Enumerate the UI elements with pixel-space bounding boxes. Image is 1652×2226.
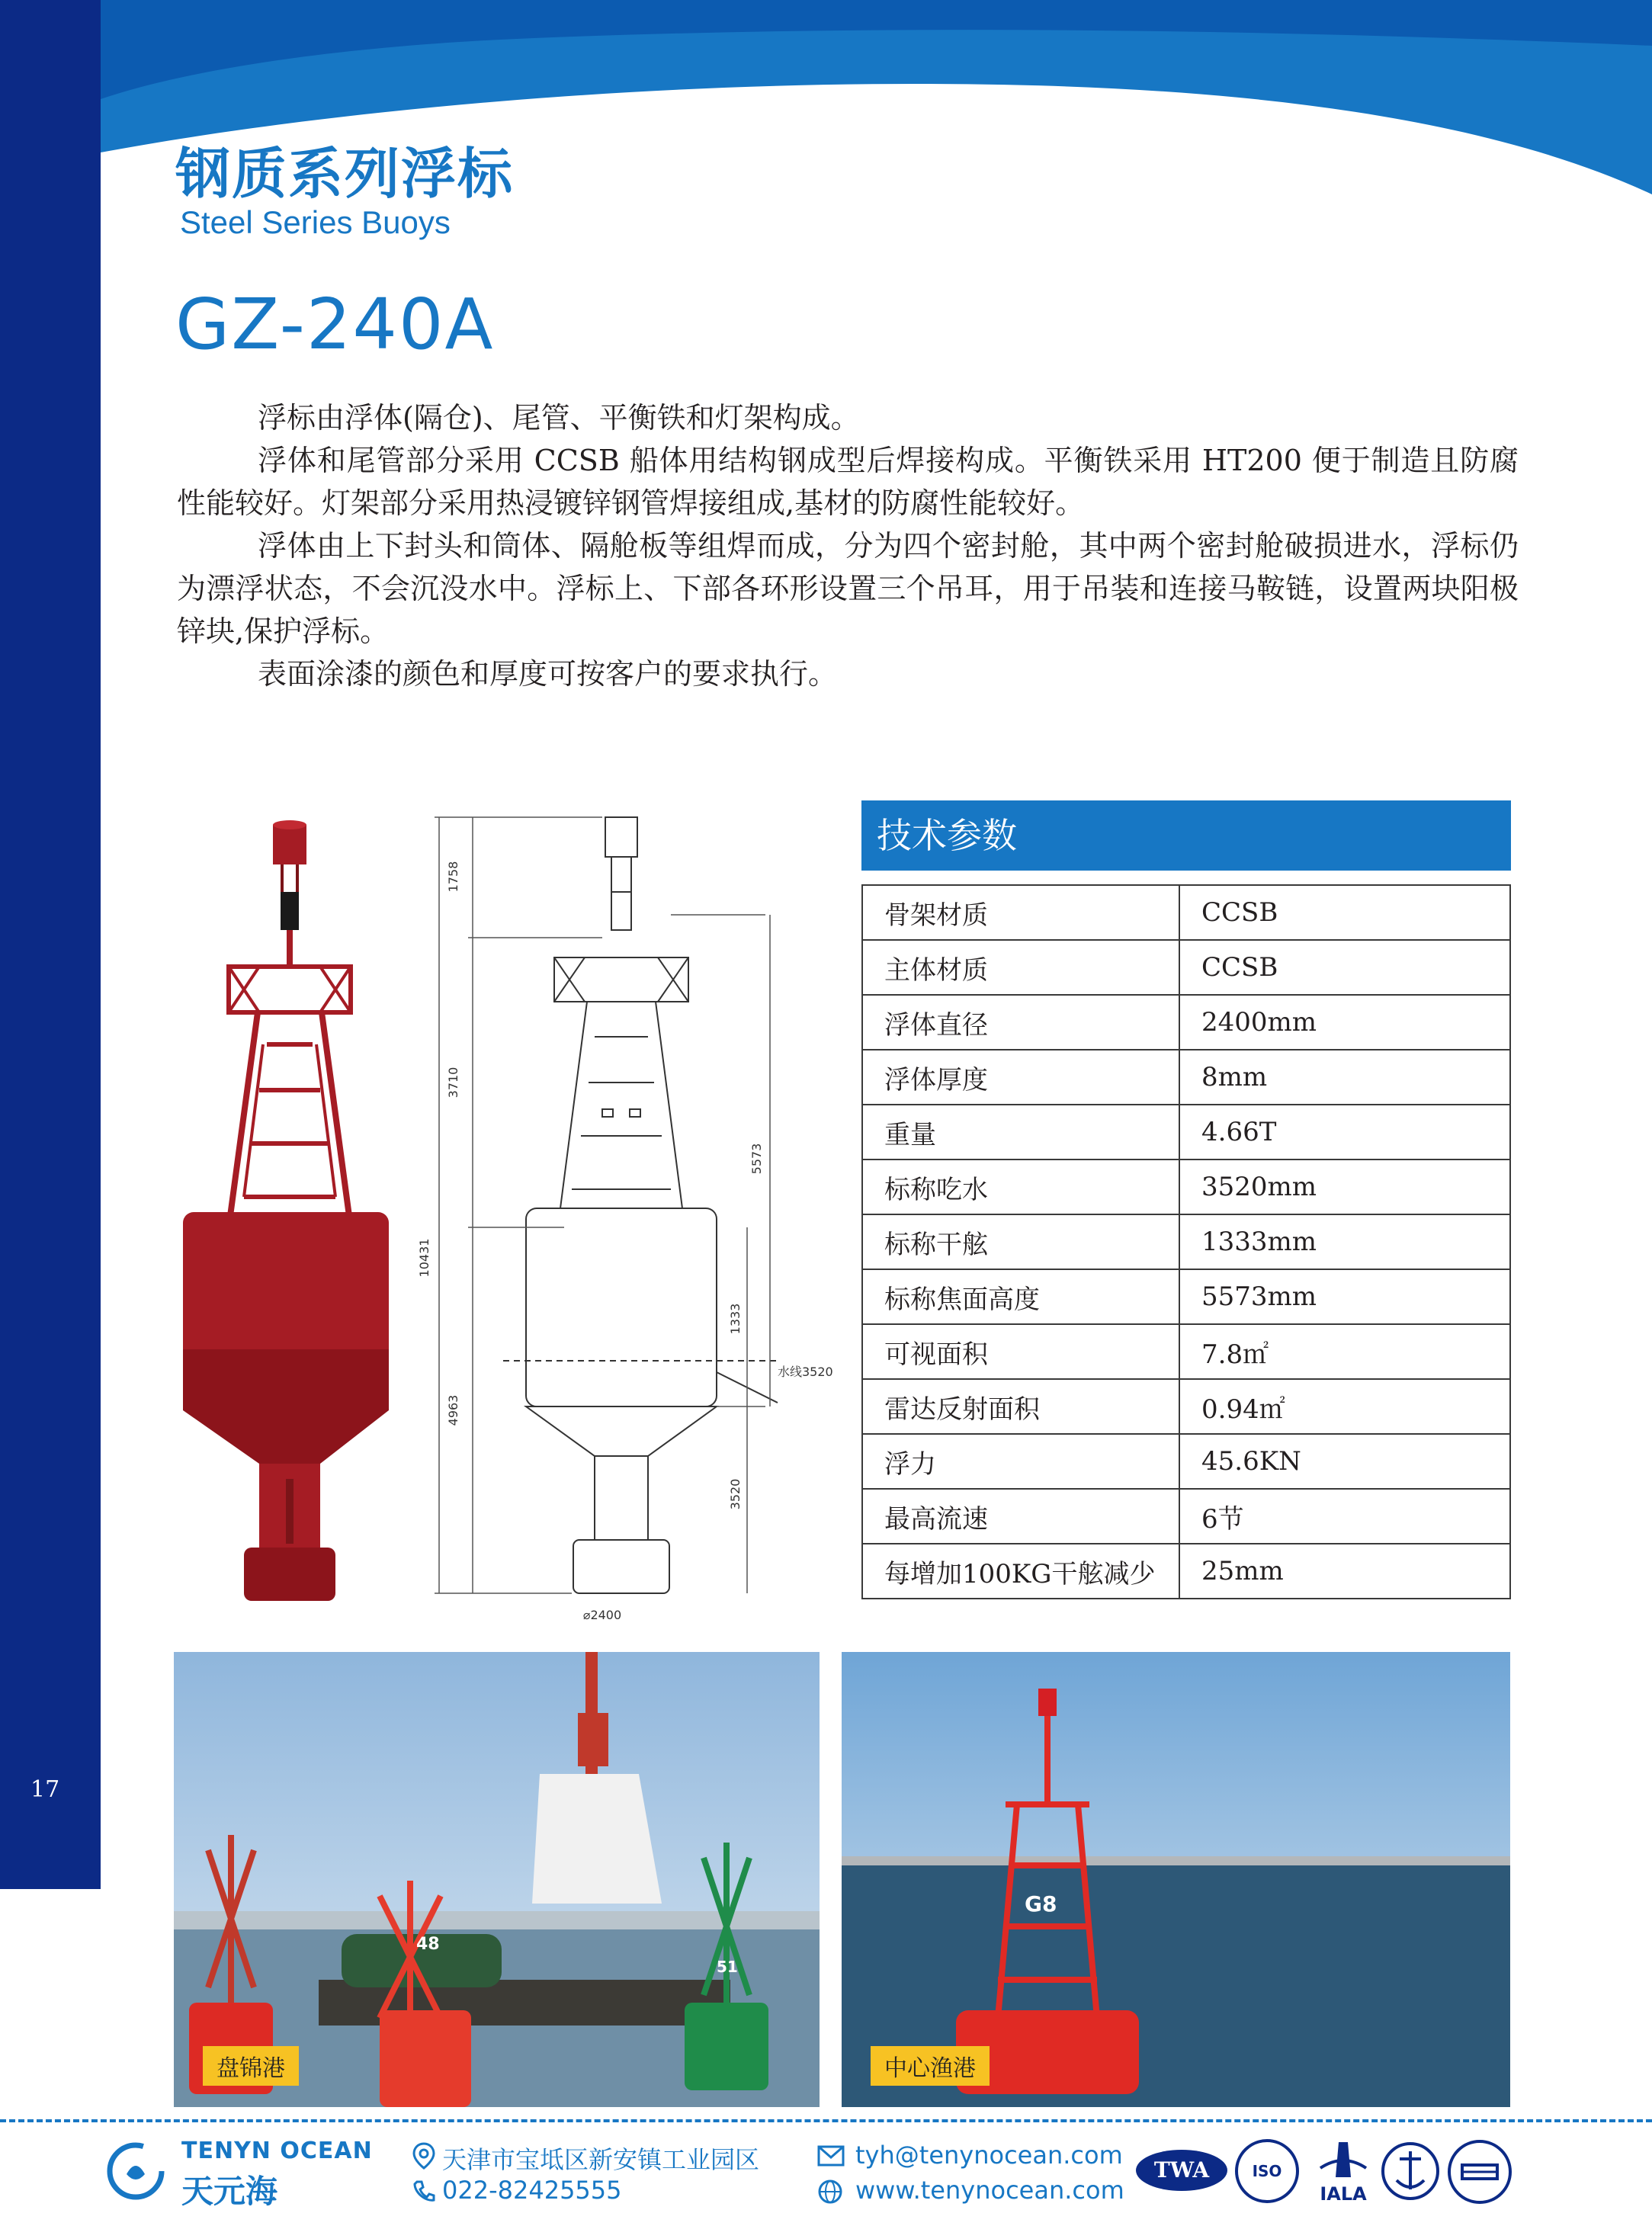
table-row xyxy=(862,1324,1510,1379)
iso-certification-badge: ISO xyxy=(1235,2139,1299,2203)
spec-value: 7.8㎡ xyxy=(1179,1324,1510,1379)
dimension-label: 3520 xyxy=(728,1478,743,1510)
brand-name-zh: 天元海 xyxy=(181,2173,278,2210)
spec-label: 可视面积 xyxy=(862,1324,1179,1379)
brand-logo-icon xyxy=(105,2141,166,2202)
company-email[interactable]: tyh@tenynocean.com xyxy=(855,2141,1123,2170)
classification-society-icon xyxy=(1445,2138,1514,2206)
spec-label: 浮体直径 xyxy=(862,995,1179,1050)
description-paragraph: 表面涂漆的颜色和厚度可按客户的要求执行。 xyxy=(258,657,838,691)
company-address: 天津市宝坻区新安镇工业园区 xyxy=(442,2145,760,2174)
table-row xyxy=(862,1544,1510,1599)
globe-icon xyxy=(817,2179,843,2205)
spec-label: 主体材质 xyxy=(862,940,1179,995)
table-row xyxy=(862,1160,1510,1214)
phone-icon xyxy=(412,2179,436,2203)
spec-label: 重量 xyxy=(862,1105,1179,1160)
dimension-label: 1333 xyxy=(728,1303,743,1335)
spec-value: 3520mm xyxy=(1179,1160,1510,1214)
buoy-number-label: 48 xyxy=(416,1935,440,1954)
iala-logo xyxy=(1313,2138,1374,2206)
iala-label: IALA xyxy=(1320,2183,1367,2205)
spec-value: 1333mm xyxy=(1179,1214,1510,1269)
product-model-title: GZ-240A xyxy=(175,284,495,365)
spec-label: 雷达反射面积 xyxy=(862,1379,1179,1434)
spec-value: 45.6KN xyxy=(1179,1434,1510,1489)
spec-label: 标称吃水 xyxy=(862,1160,1179,1214)
left-sidebar-bar xyxy=(0,0,101,1889)
company-website[interactable]: www.tenynocean.com xyxy=(855,2176,1124,2205)
spec-value: CCSB xyxy=(1179,940,1510,995)
table-row xyxy=(862,1105,1510,1160)
spec-value: 8mm xyxy=(1179,1050,1510,1105)
table-row xyxy=(862,1379,1510,1434)
iala-lighthouse-icon xyxy=(1313,2138,1374,2180)
spec-label: 骨架材质 xyxy=(862,885,1179,940)
section-title-en: Steel Series Buoys xyxy=(180,204,451,240)
footer-divider xyxy=(0,2119,1652,2122)
page-number: 17 xyxy=(30,1776,60,1803)
buoy-3d-render xyxy=(168,816,404,1609)
description-paragraph: 浮标由浮体(隔仓)、尾管、平衡铁和灯架构成。 xyxy=(258,401,860,435)
dimension-label: 4963 xyxy=(446,1394,460,1426)
table-row xyxy=(862,1050,1510,1105)
photo-caption: 中心渔港 xyxy=(871,2046,990,2086)
dimension-label: 1758 xyxy=(446,861,460,893)
table-row xyxy=(862,1434,1510,1489)
spec-value: 2400mm xyxy=(1179,995,1510,1050)
spec-value: 25mm xyxy=(1179,1544,1510,1599)
photo-center-fishing-port xyxy=(842,1652,1510,2107)
buoy-number-label: G8 xyxy=(1025,1891,1057,1916)
table-row xyxy=(862,1269,1510,1324)
dimension-label: 3710 xyxy=(446,1066,460,1099)
email-icon xyxy=(817,2145,845,2167)
spec-value: 6节 xyxy=(1179,1489,1510,1544)
photo-caption: 盘锦港 xyxy=(203,2046,299,2086)
footer xyxy=(0,2127,1652,2226)
description-paragraph: 浮体由上下封头和筒体、隔舱板等组焊而成，分为四个密封舱，其中两个密封舱破损进水，浮标仍为漂浮状态，不会沉没水中。浮标上、下部各环形设置三个吊耳，用于吊装和连接马鞍链，设置两块阳极锌块,保护浮标。 xyxy=(177,529,1519,648)
spec-label: 最高流速 xyxy=(862,1489,1179,1544)
product-description xyxy=(177,396,1519,695)
table-row xyxy=(862,1214,1510,1269)
twa-certification-badge: TWA xyxy=(1136,2150,1227,2191)
location-pin-icon xyxy=(412,2142,436,2170)
spec-table-header: 技术参数 xyxy=(861,800,1511,871)
company-phone: 022-82425555 xyxy=(442,2176,622,2205)
spec-value: 0.94㎡ xyxy=(1179,1379,1510,1434)
photo-scene xyxy=(842,1652,1510,2107)
spec-label: 标称焦面高度 xyxy=(862,1269,1179,1324)
table-row xyxy=(862,885,1510,940)
spec-table xyxy=(861,884,1511,1599)
dimension-label: 10431 xyxy=(417,1238,431,1278)
table-row xyxy=(862,995,1510,1050)
spec-value: CCSB xyxy=(1179,885,1510,940)
waterline-label: 水线3520 xyxy=(778,1365,833,1379)
spec-label: 浮体厚度 xyxy=(862,1050,1179,1105)
section-title-zh: 钢质系列浮标 xyxy=(175,142,515,206)
table-row xyxy=(862,1489,1510,1544)
spec-label: 浮力 xyxy=(862,1434,1179,1489)
buoy-number-label: 51 xyxy=(717,1958,738,1976)
diameter-label: ⌀2400 xyxy=(582,1608,622,1622)
table-row xyxy=(862,940,1510,995)
photo-panjin-port xyxy=(174,1652,820,2107)
dimension-label: 5573 xyxy=(749,1143,764,1175)
photo-scene xyxy=(174,1652,820,2107)
spec-label: 标称干舷 xyxy=(862,1214,1179,1269)
buoy-technical-drawing xyxy=(412,808,839,1624)
spec-label: 每增加100KG干舷减少 xyxy=(862,1544,1179,1599)
anchor-association-icon xyxy=(1380,2136,1441,2206)
description-paragraph: 浮体和尾管部分采用 CCSB 船体用结构钢成型后焊接构成。平衡铁采用 HT200 便于制造且防腐性能较好。灯架部分采用热浸镀锌钢管焊接组成,基材的防腐性能较好。 xyxy=(177,444,1519,520)
brand-name-en: TENYN OCEAN xyxy=(181,2138,373,2164)
spec-value: 5573mm xyxy=(1179,1269,1510,1324)
spec-value: 4.66T xyxy=(1179,1105,1510,1160)
